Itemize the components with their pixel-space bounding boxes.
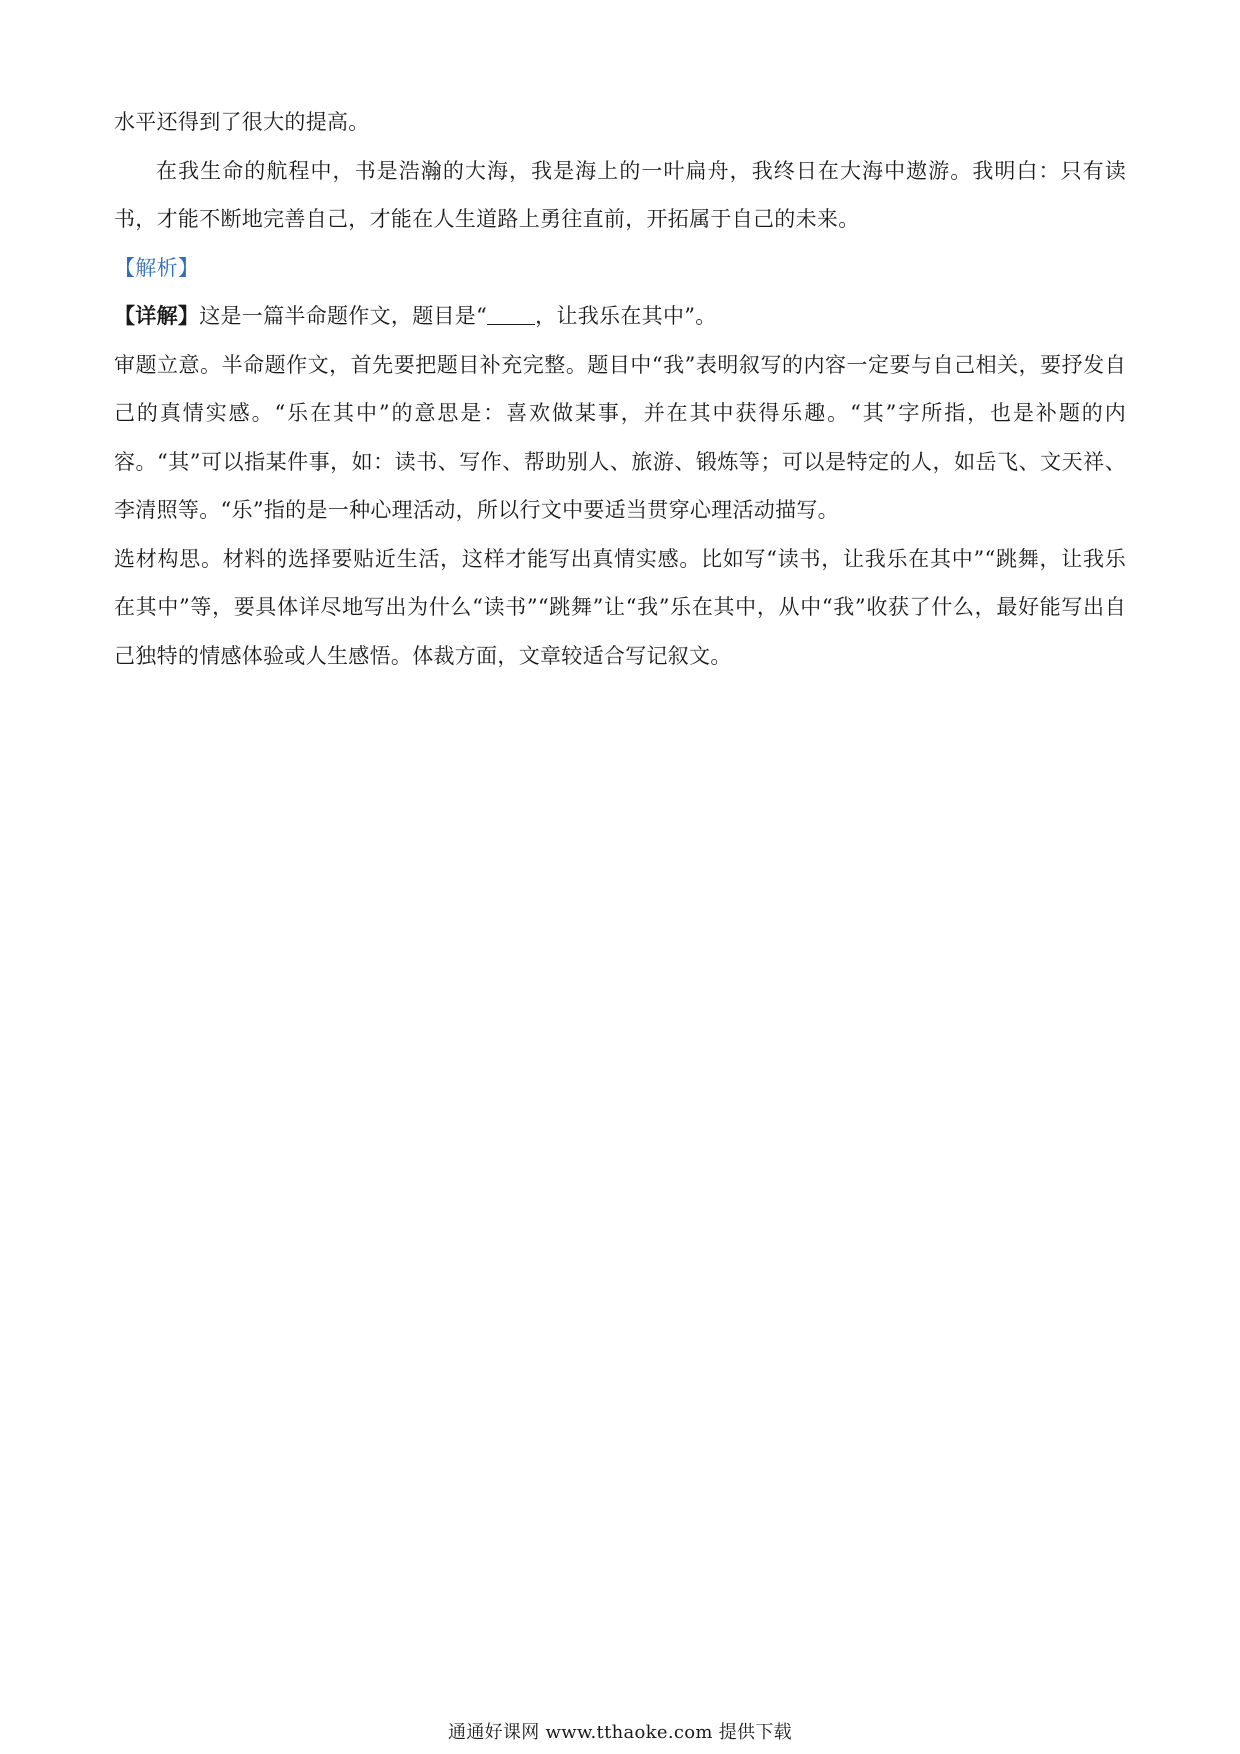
- detail-text-before: 这是一篇半命题作文，题目是“: [199, 304, 488, 328]
- analysis-xuancai-paragraph: 选材构思。材料的选择要贴近生活，这样才能写出真情实感。比如写“读书，让我乐在其中”“跳舞，让我乐在其中”等，要具体详尽地写出为什么“读书”“跳舞”让“我”乐在其中，从中“我”收获了什么，最好能写出自己独特的情感体验或人生感悟。体裁方面，文章较适合写记叙文。: [114, 546, 1126, 668]
- page-footer: 通通好课网 www.tthaoke.com 提供下载: [448, 1722, 792, 1743]
- essay-paragraph-end: 水平还得到了很大的提高。: [114, 110, 370, 134]
- essay-paragraph-conclusion: 在我生命的航程中，书是浩瀚的大海，我是海上的一叶扁舟，我终日在大海中遨游。我明白：只有读书，才能不断地完善自己，才能在人生道路上勇往直前，开拓属于自己的未来。: [114, 158, 1126, 231]
- detail-text-after: ，让我乐在其中”。: [535, 304, 717, 328]
- detail-label: 【详解】: [114, 303, 200, 328]
- analysis-shenti-paragraph: 审题立意。半命题作文，首先要把题目补充完整。题目中“我”表明叙写的内容一定要与自己相关，要抒发自己的真情实感。“乐在其中”的意思是：喜欢做某事，并在其中获得乐趣。“其”字所指，也是补题的内容。“其”可以指某件事，如：读书、写作、帮助别人、旅游、锻炼等；可以是特定的人，如岳飞、文天祥、李清照等。“乐”指的是一种心理活动，所以行文中要适当贯穿心理活动描写。: [114, 352, 1126, 522]
- analysis-heading: 【解析】: [114, 255, 200, 280]
- document-body: [114, 98, 1126, 680]
- analysis-detail: [114, 292, 1126, 341]
- title-blank: [487, 306, 535, 325]
